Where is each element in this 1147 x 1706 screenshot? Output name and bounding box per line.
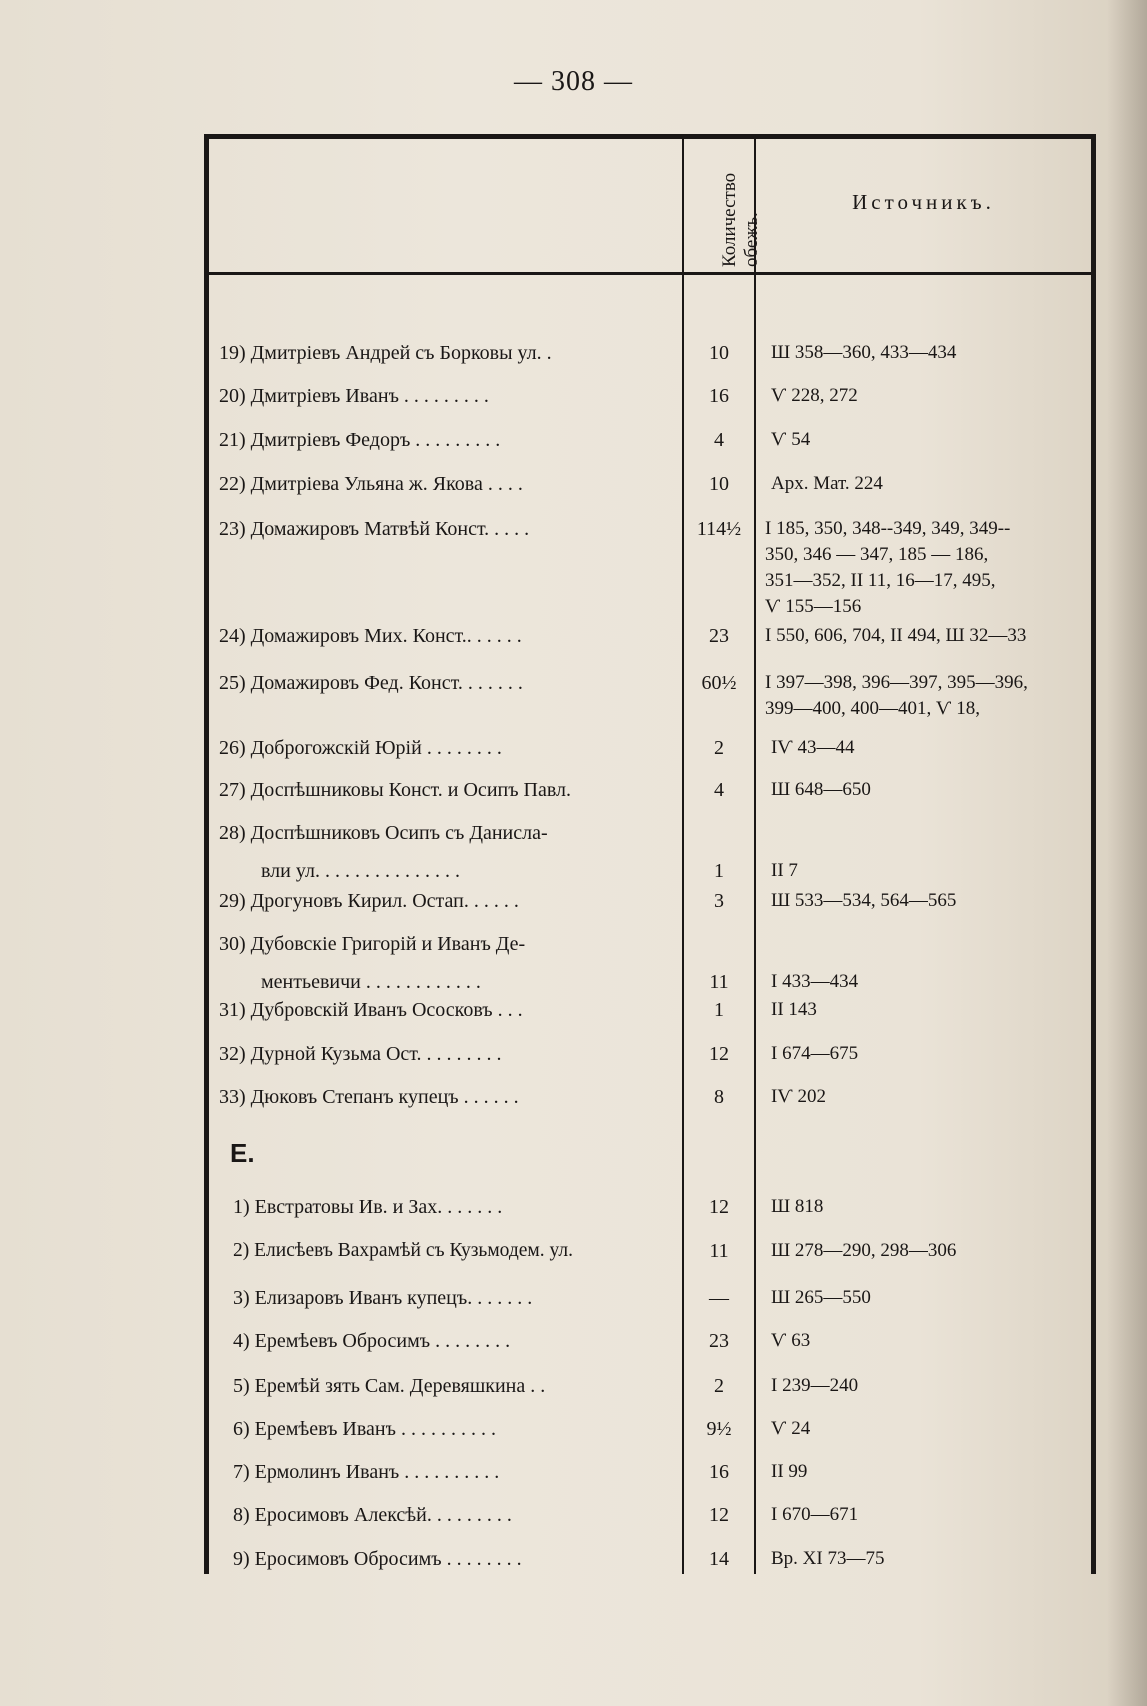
entry-source: IѴ 43—44 — [771, 737, 855, 758]
entry-quantity: 2 — [714, 737, 724, 759]
entry-quantity: 1 — [714, 860, 724, 882]
entry-source: II 99 — [771, 1461, 808, 1482]
entry-quantity: 114½ — [696, 518, 742, 540]
entry-source: Ш 358—360, 433—434 — [771, 342, 957, 363]
entry-source: Ш 265—550 — [771, 1287, 871, 1308]
entry-name: 27) Доспѣшниковы Конст. и Осипъ Павл. — [219, 779, 572, 801]
entry-source: IѴ 202 — [771, 1086, 827, 1107]
entry-name: 5) Еремѣй зять Сам. Деревяшкина . . — [233, 1375, 546, 1397]
entry-name: 31) Дубровскій Иванъ Ососковъ . . . — [219, 999, 523, 1021]
entry-name: 7) Ермолинъ Иванъ . . . . . . . . . . — [233, 1461, 500, 1483]
entry-source: II 7 — [771, 860, 798, 881]
entry-source: I 674—675 — [771, 1043, 859, 1064]
entry-quantity: 1 — [714, 999, 724, 1021]
entry-quantity: 9½ — [706, 1418, 732, 1440]
entry-source: I 433—434 — [771, 971, 859, 992]
entry-source: Арх. Мат. 224 — [771, 473, 883, 494]
entry-quantity: 11 — [709, 971, 729, 993]
entry-source: Ѵ 228, 272 — [771, 385, 858, 406]
entry-source: I 397—398, 396—397, 395—396, 399—400, 400—401, Ѵ 18, — [765, 672, 1028, 719]
entry-quantity: 10 — [709, 473, 729, 495]
entry-quantity: 16 — [709, 385, 729, 407]
entry-name: 29) Дрогуновъ Кирил. Остап. . . . . . — [219, 890, 519, 912]
entry-name: 2) Елисѣевъ Вахрамѣй съ Кузьмодем. ул. — [233, 1240, 574, 1261]
entry-name: 20) Дмитріевъ Иванъ . . . . . . . . . — [219, 385, 489, 407]
entry-quantity: 12 — [709, 1196, 729, 1218]
entry-name: 8) Еросимовъ Алексѣй. . . . . . . . . — [233, 1504, 512, 1526]
entry-source: Ѵ 63 — [771, 1330, 811, 1351]
entry-name: 19) Дмитріевъ Андрей съ Борковы ул. . — [219, 342, 552, 364]
entry-quantity: 14 — [709, 1548, 729, 1570]
entry-name: 30) Дубовскіе Григорій и Иванъ Де- — [219, 933, 526, 955]
entry-quantity: 12 — [709, 1043, 729, 1065]
entry-quantity: 23 — [709, 1330, 729, 1352]
entry-name-continuation: ментьевичи . . . . . . . . . . . . — [261, 971, 481, 993]
entry-name: 6) Еремѣевъ Иванъ . . . . . . . . . . — [233, 1418, 496, 1440]
entry-quantity: 10 — [709, 342, 729, 364]
entry-source: Ѵ 24 — [771, 1418, 811, 1439]
entry-source: Ш 278—290, 298—306 — [771, 1240, 957, 1261]
entry-quantity: 60½ — [701, 672, 737, 694]
entry-name: 26) Доброгожскій Юрій . . . . . . . . — [219, 737, 502, 759]
entry-source: I 185, 350, 348--349, 349, 349-- 350, 346 — 347, 185 — 186, 351—352, II 11, 16—17, 495, Ѵ 155—156 — [765, 518, 1011, 617]
entry-quantity: — — [709, 1287, 729, 1309]
page-number: — 308 — — [514, 66, 633, 97]
entry-name: 21) Дмитріевъ Федоръ . . . . . . . . . — [219, 429, 501, 451]
header-quantity-line-2: обежъ. — [741, 212, 762, 267]
entry-quantity: 12 — [709, 1504, 729, 1526]
entry-name: 28) Доспѣшниковъ Осипъ съ Данисла- — [219, 822, 548, 844]
entry-source: Ш 648—650 — [771, 779, 871, 800]
entry-name: 32) Дурной Кузьма Ост. . . . . . . . . — [219, 1043, 502, 1065]
entry-source: Вр. XI 73—75 — [771, 1548, 885, 1569]
entry-quantity: 2 — [714, 1375, 724, 1397]
entry-name-continuation: вли ул. . . . . . . . . . . . . . . — [261, 860, 460, 882]
entry-name: 24) Домажировъ Мих. Конст.. . . . . . — [219, 625, 522, 647]
entry-source: Ш 533—534, 564—565 — [771, 890, 957, 911]
entry-quantity: 11 — [709, 1240, 729, 1262]
entry-name: 25) Домажировъ Фед. Конст. . . . . . . — [219, 672, 523, 694]
header-quantity-line-1: Количество — [719, 172, 740, 267]
entry-quantity: 16 — [709, 1461, 729, 1483]
header-quantity-cell — [684, 139, 762, 272]
entry-name: 33) Дюковъ Степанъ купецъ . . . . . . — [219, 1086, 519, 1108]
entry-quantity: 4 — [714, 429, 724, 451]
page-edge-shadow — [1107, 0, 1147, 1706]
entry-quantity: 23 — [709, 625, 729, 647]
entry-source: I 239—240 — [771, 1375, 859, 1396]
entry-source: I 550, 606, 704, II 494, Ш 32—33 — [765, 625, 1027, 646]
entry-quantity: 4 — [714, 779, 724, 801]
table-header-divider — [204, 272, 1096, 275]
entry-name: 1) Евстратовы Ив. и Зах. . . . . . . — [233, 1196, 503, 1218]
entry-quantity: 3 — [714, 890, 724, 912]
section-letter: Е. — [230, 1138, 255, 1168]
entry-source: Ш 818 — [771, 1196, 824, 1217]
entry-quantity: 8 — [714, 1086, 724, 1108]
header-source-label: Источникъ. — [852, 190, 995, 214]
table-frame-top — [204, 134, 1096, 139]
header-quantity-label — [719, 173, 763, 267]
table-frame-left — [204, 134, 209, 1574]
entry-source: Ѵ 54 — [771, 429, 811, 450]
entry-source: I 670—671 — [771, 1504, 859, 1525]
entry-source: II 143 — [771, 999, 817, 1020]
entry-name: 4) Еремѣевъ Обросимъ . . . . . . . . — [233, 1330, 511, 1352]
entry-name: 3) Елизаровъ Иванъ купецъ. . . . . . . — [233, 1287, 533, 1309]
entry-name: 9) Еросимовъ Обросимъ . . . . . . . . — [233, 1548, 522, 1570]
entry-name: 23) Домажировъ Матвѣй Конст. . . . . — [219, 518, 530, 540]
entry-name: 22) Дмитріева Ульяна ж. Якова . . . . — [219, 473, 523, 495]
